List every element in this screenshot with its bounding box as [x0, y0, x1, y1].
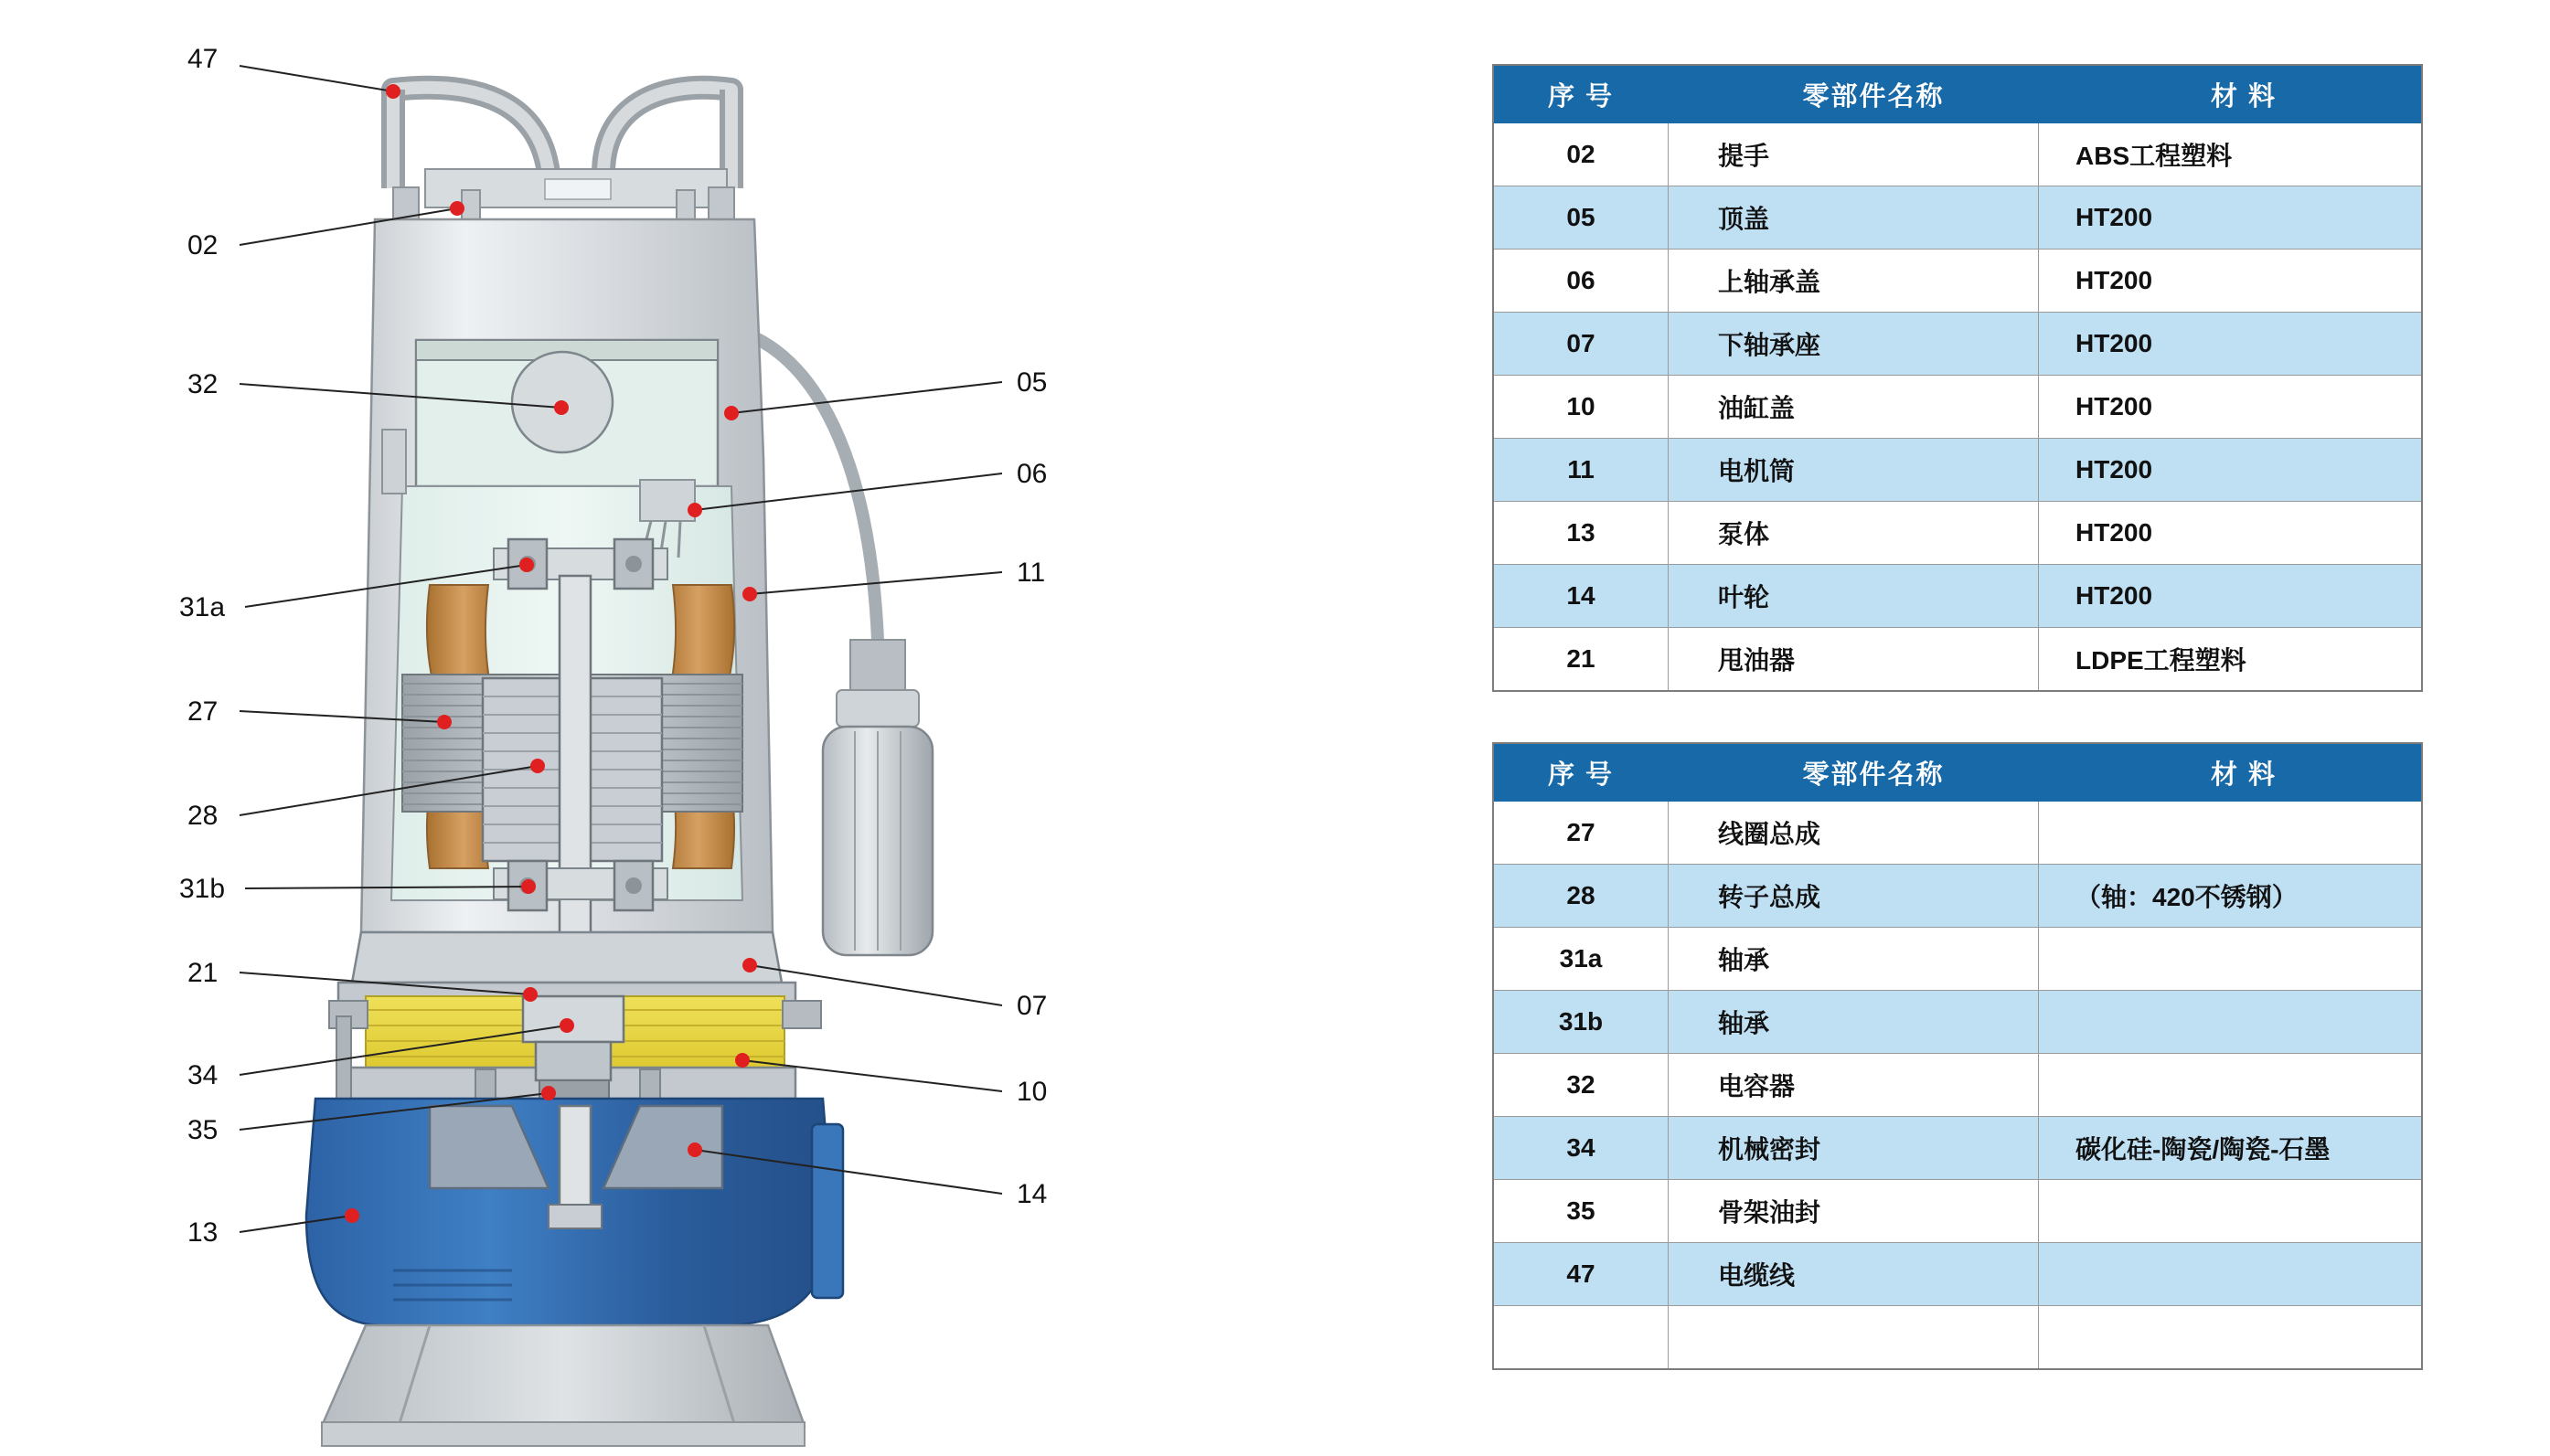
cell-material [2039, 1243, 2423, 1306]
table-row [1493, 865, 2422, 928]
callout-label-13: 13 [187, 1217, 219, 1248]
cell-material [2039, 1180, 2423, 1243]
cell-no: 34 [1493, 1117, 1669, 1180]
cell-material [2039, 991, 2423, 1054]
cell-material: HT200 [2039, 439, 2423, 502]
callout-label-14: 14 [1017, 1179, 1048, 1209]
parts-table-2 [1492, 742, 2423, 1370]
cell-no: 47 [1493, 1243, 1669, 1306]
pump-body-13 [306, 1099, 843, 1325]
callout-label-35: 35 [187, 1115, 219, 1145]
callout-label-10: 10 [1017, 1077, 1048, 1107]
cell-part-name: 提手 [1669, 123, 2039, 186]
cell-part-name: 轴承 [1669, 928, 2039, 991]
table-row [1493, 439, 2422, 502]
table-row [1493, 186, 2422, 250]
cell-material: HT200 [2039, 376, 2423, 439]
cell-part-name: 油缸盖 [1669, 376, 2039, 439]
header-material: 材 料 [2039, 743, 2423, 802]
parts-table-1 [1492, 64, 2423, 692]
callout-label-07: 07 [1017, 991, 1048, 1021]
table-row [1493, 928, 2422, 991]
cell-material: HT200 [2039, 502, 2423, 565]
cell-no: 28 [1493, 865, 1669, 928]
cell-part-name: 泵体 [1669, 502, 2039, 565]
header-part-name: 零部件名称 [1669, 743, 2039, 802]
cell-part-name: 甩油器 [1669, 628, 2039, 692]
callout-label-02: 02 [187, 230, 219, 260]
cell-no: 32 [1493, 1054, 1669, 1117]
cell-no: 21 [1493, 628, 1669, 692]
callout-label-11: 11 [1017, 558, 1046, 588]
header-no: 序 号 [1493, 65, 1669, 123]
cell-no: 02 [1493, 123, 1669, 186]
cell-material: （轴：420不锈钢） [2039, 865, 2423, 928]
cell-no: 10 [1493, 376, 1669, 439]
callout-label-31a: 31a [179, 592, 226, 622]
cell-material: 碳化硅-陶瓷/陶瓷-石墨 [2039, 1117, 2423, 1180]
lower-bearing-seat-07 [329, 932, 821, 1104]
cell-part-name: 线圈总成 [1669, 802, 2039, 865]
cell-part-name: 叶轮 [1669, 565, 2039, 628]
table-header-row [1493, 743, 2422, 802]
cell-no: 27 [1493, 802, 1669, 865]
table-row [1493, 123, 2422, 186]
cell-no: 05 [1493, 186, 1669, 250]
cell-part-name: 转子总成 [1669, 865, 2039, 928]
cell-no [1493, 1306, 1669, 1370]
callout-label-05: 05 [1017, 367, 1048, 398]
cell-no: 31b [1493, 991, 1669, 1054]
pump-base [322, 1325, 805, 1446]
cell-material: HT200 [2039, 186, 2423, 250]
cell-part-name: 下轴承座 [1669, 313, 2039, 376]
table-row [1493, 1117, 2422, 1180]
cell-part-name: 骨架油封 [1669, 1180, 2039, 1243]
cell-material: HT200 [2039, 565, 2423, 628]
table-row [1493, 1180, 2422, 1243]
cell-material [2039, 928, 2423, 991]
table-header-row [1493, 65, 2422, 123]
callout-label-34: 34 [187, 1060, 219, 1090]
callout-label-47: 47 [187, 44, 219, 74]
cell-no: 14 [1493, 565, 1669, 628]
table-row [1493, 313, 2422, 376]
table-row [1493, 565, 2422, 628]
cell-no: 31a [1493, 928, 1669, 991]
table-row [1493, 502, 2422, 565]
cell-no: 13 [1493, 502, 1669, 565]
callout-label-27: 27 [187, 696, 219, 727]
table-row [1493, 250, 2422, 313]
cell-part-name: 上轴承盖 [1669, 250, 2039, 313]
table-row [1493, 376, 2422, 439]
cell-material: HT200 [2039, 313, 2423, 376]
cell-part-name: 机械密封 [1669, 1117, 2039, 1180]
callout-label-21: 21 [187, 958, 219, 988]
cell-no: 35 [1493, 1180, 1669, 1243]
cell-no: 11 [1493, 439, 1669, 502]
cell-no: 06 [1493, 250, 1669, 313]
callout-label-06: 06 [1017, 459, 1048, 489]
cell-part-name [1669, 1306, 2039, 1370]
header-no: 序 号 [1493, 743, 1669, 802]
cell-part-name: 顶盖 [1669, 186, 2039, 250]
cell-material [2039, 1306, 2423, 1370]
table-row [1493, 1243, 2422, 1306]
cell-material: ABS工程塑料 [2039, 123, 2423, 186]
table-row [1493, 991, 2422, 1054]
cell-part-name: 电机筒 [1669, 439, 2039, 502]
callout-label-31b: 31b [179, 874, 226, 904]
table-row [1493, 802, 2422, 865]
cell-material [2039, 1054, 2423, 1117]
callout-label-32: 32 [187, 369, 219, 399]
header-material: 材 料 [2039, 65, 2423, 123]
table-row [1493, 1054, 2422, 1117]
cell-part-name: 电缆线 [1669, 1243, 2039, 1306]
table-row [1493, 1306, 2422, 1370]
callout-label-28: 28 [187, 801, 219, 831]
cell-material [2039, 802, 2423, 865]
cell-material: LDPE工程塑料 [2039, 628, 2423, 692]
cell-part-name: 轴承 [1669, 991, 2039, 1054]
cell-material: HT200 [2039, 250, 2423, 313]
cell-no: 07 [1493, 313, 1669, 376]
header-part-name: 零部件名称 [1669, 65, 2039, 123]
table-row [1493, 628, 2422, 692]
cell-part-name: 电容器 [1669, 1054, 2039, 1117]
